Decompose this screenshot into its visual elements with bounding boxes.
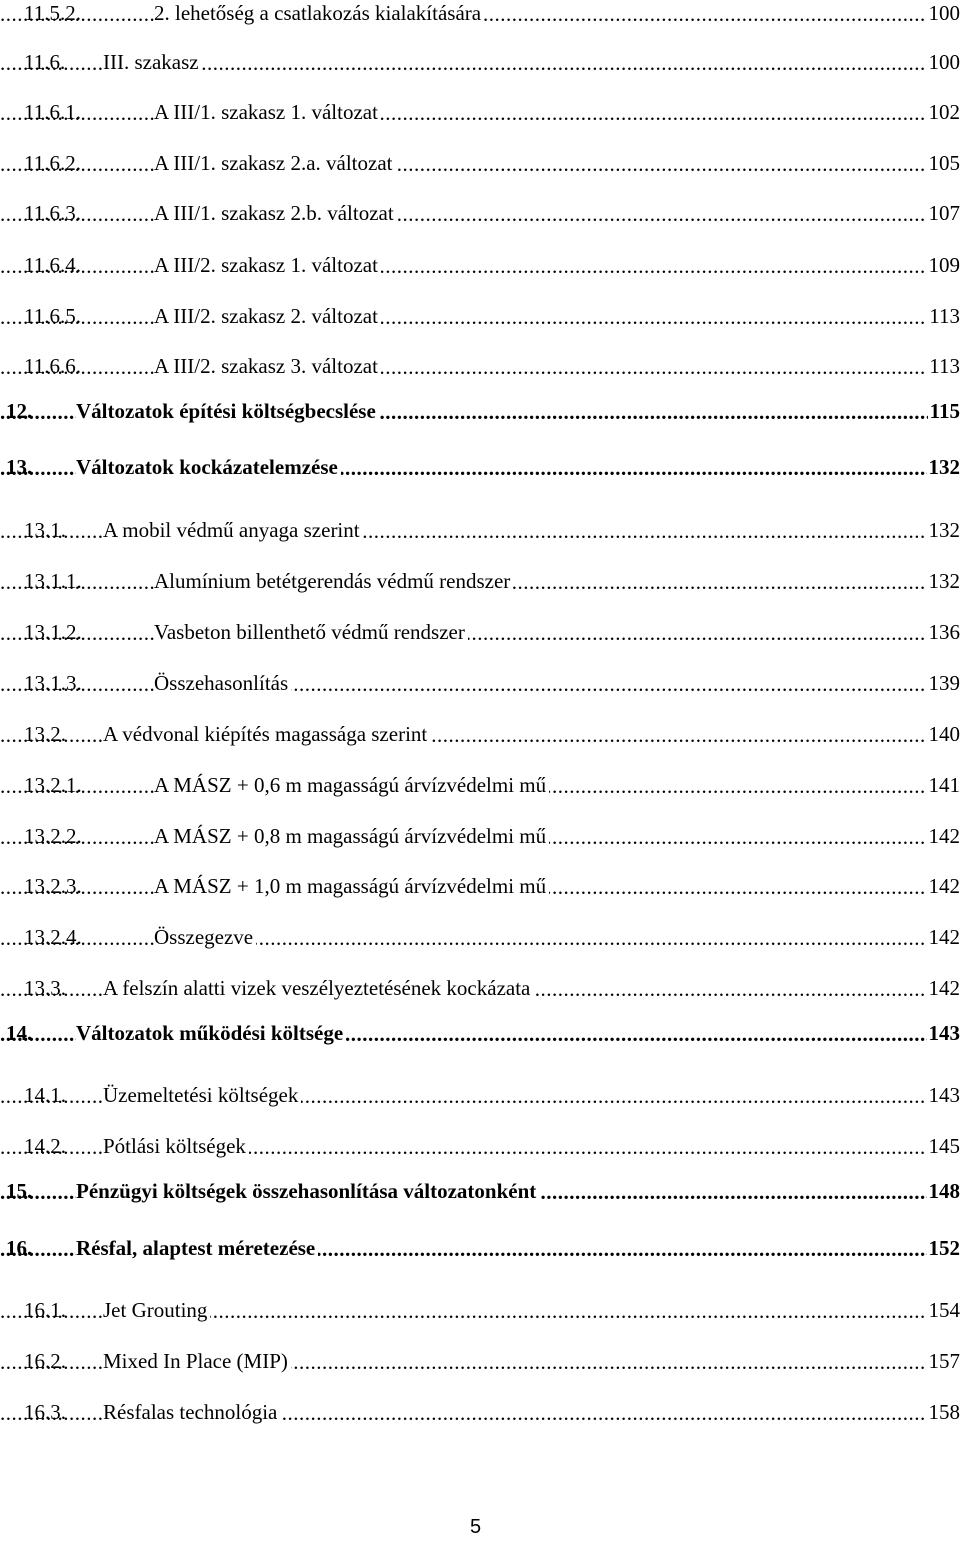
toc-entry-title: 2. lehetőség a csatlakozás kialakítására (154, 0, 484, 28)
toc-entry[interactable] (0, 1397, 960, 1427)
toc-entry-number: 16.2. (24, 1349, 66, 1373)
toc-entry[interactable] (0, 1131, 960, 1161)
toc-entry[interactable] (0, 617, 960, 647)
toc-entry-title: A védvonal kiépítés magassága szerint (103, 719, 430, 749)
toc-entry-title: Jet Grouting (103, 1295, 210, 1325)
toc-entry-title: Üzemeltetési költségek (103, 1080, 301, 1110)
toc-entry-number: 14.2. (24, 1134, 66, 1158)
toc-entry-page: 100 (927, 47, 960, 77)
toc-entry-title: Vasbeton billenthető védmű rendszer (154, 617, 468, 647)
toc-entry-title: A III/2. szakasz 3. változat (154, 351, 381, 381)
toc-entry-page: 143 (927, 1080, 960, 1110)
toc-entry-title: Pótlási költségek (103, 1131, 249, 1161)
toc-entry-page: 132 (927, 566, 960, 596)
toc-entry[interactable] (0, 452, 960, 482)
toc-entry[interactable] (0, 198, 960, 228)
toc-entry-page: 100 (927, 0, 960, 28)
toc-entry-page: 132 (927, 515, 960, 545)
toc-entry-page: 102 (927, 97, 960, 127)
toc-entry[interactable] (0, 922, 960, 952)
toc-entry-page: 136 (927, 617, 960, 647)
toc-entry-title: A felszín alatti vizek veszélyeztetésének kockázata (103, 973, 533, 1003)
toc-entry-number: 11.6.1. (24, 100, 81, 124)
toc-entry[interactable] (0, 351, 960, 381)
toc-entry[interactable] (0, 1018, 960, 1048)
toc-entry-number: 16.3. (24, 1400, 66, 1424)
toc-entry-page: 132 (927, 452, 960, 482)
toc-entry-page: 141 (927, 770, 960, 800)
toc-entry-title: Mixed In Place (MIP) (103, 1346, 291, 1376)
toc-entry-title: Összegezve (154, 922, 256, 952)
toc-entry[interactable] (0, 301, 960, 331)
toc-entry[interactable] (0, 719, 960, 749)
toc-entry-number: 13.1.3. (24, 671, 82, 695)
toc-entry-page: 143 (927, 1018, 960, 1048)
toc-entry-number: 13.2.3. (24, 874, 82, 898)
toc-entry-title: A III/1. szakasz 2.b. változat (154, 198, 397, 228)
toc-entry-title: A MÁSZ + 0,6 m magasságú árvízvédelmi mű (154, 770, 549, 800)
toc-entry[interactable] (0, 1176, 960, 1206)
toc-entry-number: 11.6.3. (24, 201, 81, 225)
toc-entry-title: Összehasonlítás (154, 668, 291, 698)
toc-entry-page: 148 (927, 1176, 960, 1206)
toc-entry-title: Változatok működési költsége (76, 1018, 346, 1048)
toc-entry-number: 13.2.4. (24, 925, 82, 949)
toc-entry-number: 13.1.1. (24, 569, 82, 593)
toc-entry[interactable] (0, 148, 960, 178)
toc-entry-page: 142 (927, 973, 960, 1003)
toc-entry-number: 13.3. (24, 976, 66, 1000)
toc-entry[interactable] (0, 566, 960, 596)
toc-entry[interactable] (0, 973, 960, 1003)
toc-entry-title: A III/1. szakasz 2.a. változat (154, 148, 396, 178)
dot-leader (0, 149, 960, 179)
toc-entry[interactable] (0, 821, 960, 851)
toc-entry-number: 14. (6, 1021, 33, 1045)
toc-entry-number: 13.1. (24, 518, 66, 542)
toc-entry-page: 113 (927, 301, 960, 331)
toc-entry-number: 11.6.5. (24, 304, 81, 328)
toc-entry-page: 107 (927, 198, 960, 228)
toc-entry-page: 113 (927, 351, 960, 381)
dot-leader (0, 199, 960, 229)
toc-entry-number: 11.6. (24, 50, 66, 74)
toc-entry-title: Résfal, alaptest méretezése (76, 1233, 318, 1263)
toc-entry-page: 142 (927, 871, 960, 901)
toc-entry[interactable] (0, 97, 960, 127)
toc-entry-title: A MÁSZ + 1,0 m magasságú árvízvédelmi mű (154, 871, 549, 901)
toc-entry-number: 13. (6, 455, 33, 479)
toc-entry[interactable] (0, 1346, 960, 1376)
dot-leader (0, 352, 960, 382)
dot-leader (0, 98, 960, 128)
toc-entry-page: 142 (927, 821, 960, 851)
toc-entry-number: 11.6.4. (24, 253, 81, 277)
toc-entry-page: 154 (927, 1295, 960, 1325)
toc-entry-title: Változatok kockázatelemzése (76, 452, 341, 482)
toc-entry-page: 105 (927, 148, 960, 178)
dot-leader (0, 669, 960, 699)
dot-leader (0, 618, 960, 648)
toc-entry-page: 109 (927, 250, 960, 280)
toc-entry-title: Pénzügyi költségek összehasonlítása változatonként (76, 1176, 539, 1206)
toc-entry-page: 152 (927, 1233, 960, 1263)
toc-entry-title: Változatok építési költségbecslése (76, 396, 379, 426)
toc-entry[interactable] (0, 1295, 960, 1325)
toc-entry-page: 158 (927, 1397, 960, 1427)
toc-entry-page: 157 (927, 1346, 960, 1376)
toc-entry-title: Résfalas technológia (103, 1397, 280, 1427)
toc-entry[interactable] (0, 250, 960, 280)
toc-entry-number: 15. (6, 1179, 33, 1203)
toc-entry-title: A III/1. szakasz 1. változat (154, 97, 381, 127)
toc-entry-page: 115 (928, 396, 960, 426)
toc-entry-title: III. szakasz (103, 47, 202, 77)
toc-entry-page: 139 (927, 668, 960, 698)
toc-entry-number: 13.2.1. (24, 773, 82, 797)
toc-entry[interactable] (0, 770, 960, 800)
toc-entry-number: 11.5.2. (24, 1, 81, 25)
toc-entry[interactable] (0, 871, 960, 901)
toc-entry-number: 12. (6, 399, 33, 423)
toc-entry-title: Alumínium betétgerendás védmű rendszer (154, 566, 513, 596)
toc-entry-number: 11.6.6. (24, 354, 81, 378)
toc-entry-number: 11.6.2. (24, 151, 81, 175)
toc-entry[interactable] (0, 1080, 960, 1110)
toc-entry-title: A III/2. szakasz 1. változat (154, 250, 381, 280)
toc-entry-title: A mobil védmű anyaga szerint (103, 515, 363, 545)
toc-entry[interactable] (0, 47, 960, 77)
toc-entry-number: 16.1. (24, 1298, 66, 1322)
toc-entry-page: 145 (927, 1131, 960, 1161)
toc-entry-title: A III/2. szakasz 2. változat (154, 301, 381, 331)
toc-entry-number: 13.1.2. (24, 620, 82, 644)
dot-leader (0, 302, 960, 332)
dot-leader (0, 923, 960, 953)
toc-entry-page: 142 (927, 922, 960, 952)
toc-entry-number: 13.2.2. (24, 824, 82, 848)
dot-leader (0, 251, 960, 281)
toc-entry[interactable] (0, 668, 960, 698)
page-number: 5 (470, 1516, 482, 1538)
toc-entry-number: 16. (6, 1236, 33, 1260)
toc-entry-page: 140 (927, 719, 960, 749)
toc-entry[interactable] (0, 396, 960, 426)
toc-entry[interactable] (0, 1233, 960, 1263)
toc-entry[interactable] (0, 0, 960, 28)
toc-entry-number: 13.2. (24, 722, 66, 746)
toc-entry-title: A MÁSZ + 0,8 m magasságú árvízvédelmi mű (154, 821, 549, 851)
toc-entry-number: 14.1. (24, 1083, 66, 1107)
toc-entry[interactable] (0, 515, 960, 545)
